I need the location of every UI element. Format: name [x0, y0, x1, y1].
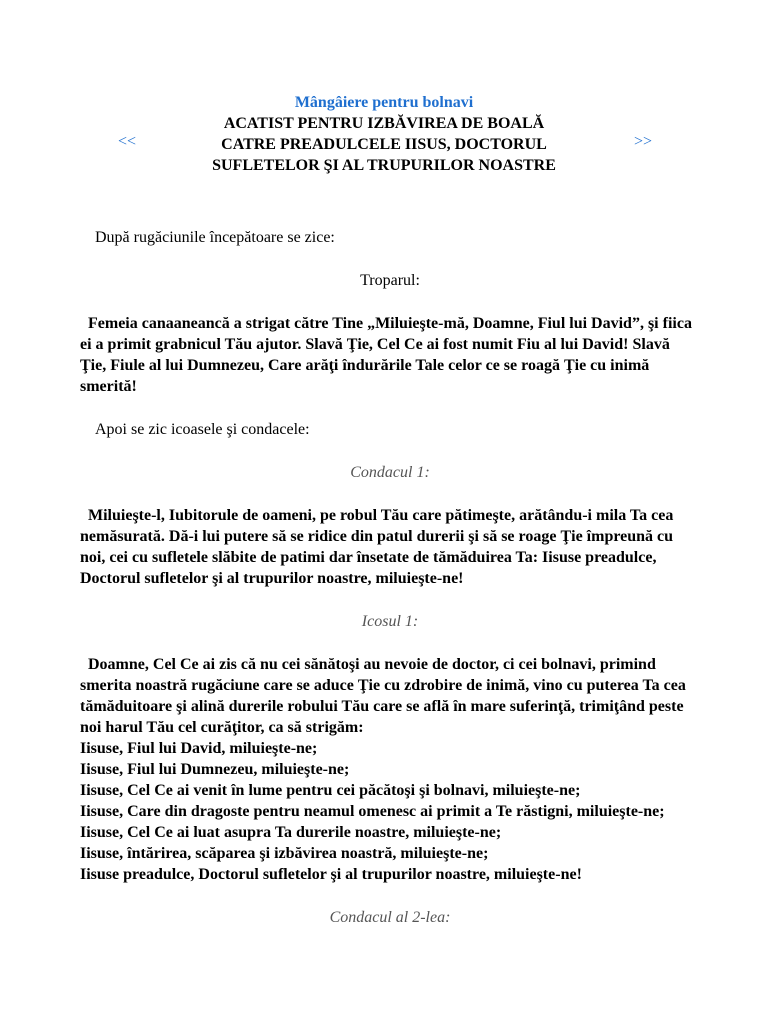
condac-1-text: Miluieşte-l, Iubitorule de oameni, pe robul Tău care pătimeşte, arătându-i mila Ta cea nemăsurată. Dă-i lui putere să se ridice din patul durerii şi să se roage Ţie împreună cu noi, cei cu sufletele slăbite de patimi dar însetate de tămăduirea Ta: Iisuse preadulce, Doctorul sufletelor şi al trupurilor noastre, miluieşte-ne!: [80, 507, 674, 587]
apoi-paragraph: Apoi se zic icoasele şi condacele:: [95, 421, 310, 438]
icos-1-text: Doamne, Cel Ce ai zis că nu cei sănătoşi au nevoie de doctor, ci cei bolnavi, primind smerita noastră rugăciune care se aduce Ţie cu zdrobire de inimă, vino cu puterea Ta cea tămăduitoare şi alină durerile robului Tău care se află în mare suferinţă, trimiţând peste noi harul Tău cel curăţitor, ca să strigăm:: [80, 656, 686, 736]
next-page-link[interactable]: >>: [634, 133, 653, 150]
invocation-line: Iisuse, întărirea, scăparea şi izbăvirea noastră, miluieşte-ne;: [80, 845, 489, 862]
troparul-text: Femeia canaaneancă a strigat către Tine „Miluieşte-mă, Doamne, Fiul lui David”, şi fiica ei a primit grabnicul Tău ajutor. Slavă Ţie, Cel Ce ai fost numit Fiu al lui David! Slavă Ţie, Fiule al lui Dumnezeu, Care arăţi îndurările Tale celor ce se roagă Ţie cu inimă smerită!: [80, 315, 692, 395]
troparul-heading: Troparul:: [360, 272, 420, 289]
condac-2-heading: Condacul al 2-lea:: [329, 909, 451, 926]
document-title-line-1: ACATIST PENTRU IZBĂVIREA DE BOALĂ: [223, 115, 545, 132]
document-header: [0, 92, 768, 176]
invocation-line: Iisuse, Fiul lui Dumnezeu, miluieşte-ne;: [80, 761, 350, 778]
invocation-line: Iisuse, Cel Ce ai venit în lume pentru cei păcătoşi şi bolnavi, miluieşte-ne;: [80, 782, 581, 799]
invocation-line: Iisuse preadulce, Doctorul sufletelor şi al trupurilor noastre, miluieşte-ne!: [80, 866, 582, 883]
icos-1-invocations: [80, 738, 700, 885]
invocation-line: Iisuse, Cel Ce ai luat asupra Ta durerile noastre, miluieşte-ne;: [80, 824, 502, 841]
invocation-line: Iisuse, Care din dragoste pentru neamul omenesc ai primit a Te răstigni, miluieşte-ne;: [80, 803, 665, 820]
icos-1-heading: Icosul 1:: [361, 613, 419, 630]
previous-page-link[interactable]: <<: [118, 133, 137, 150]
invocation-line: Iisuse, Fiul lui David, miluieşte-ne;: [80, 740, 318, 757]
document-title-line-3: SUFLETELOR ŞI AL TRUPURILOR NOASTRE: [212, 157, 556, 174]
document-body: [80, 227, 700, 928]
intro-paragraph: După rugăciunile începătoare se zice:: [95, 229, 335, 246]
document-title-line-2: CATRE PREADULCELE IISUS, DOCTORUL: [221, 136, 547, 153]
document-subtitle: Mângâiere pentru bolnavi: [294, 94, 474, 111]
condac-1-heading: Condacul 1:: [350, 464, 430, 481]
